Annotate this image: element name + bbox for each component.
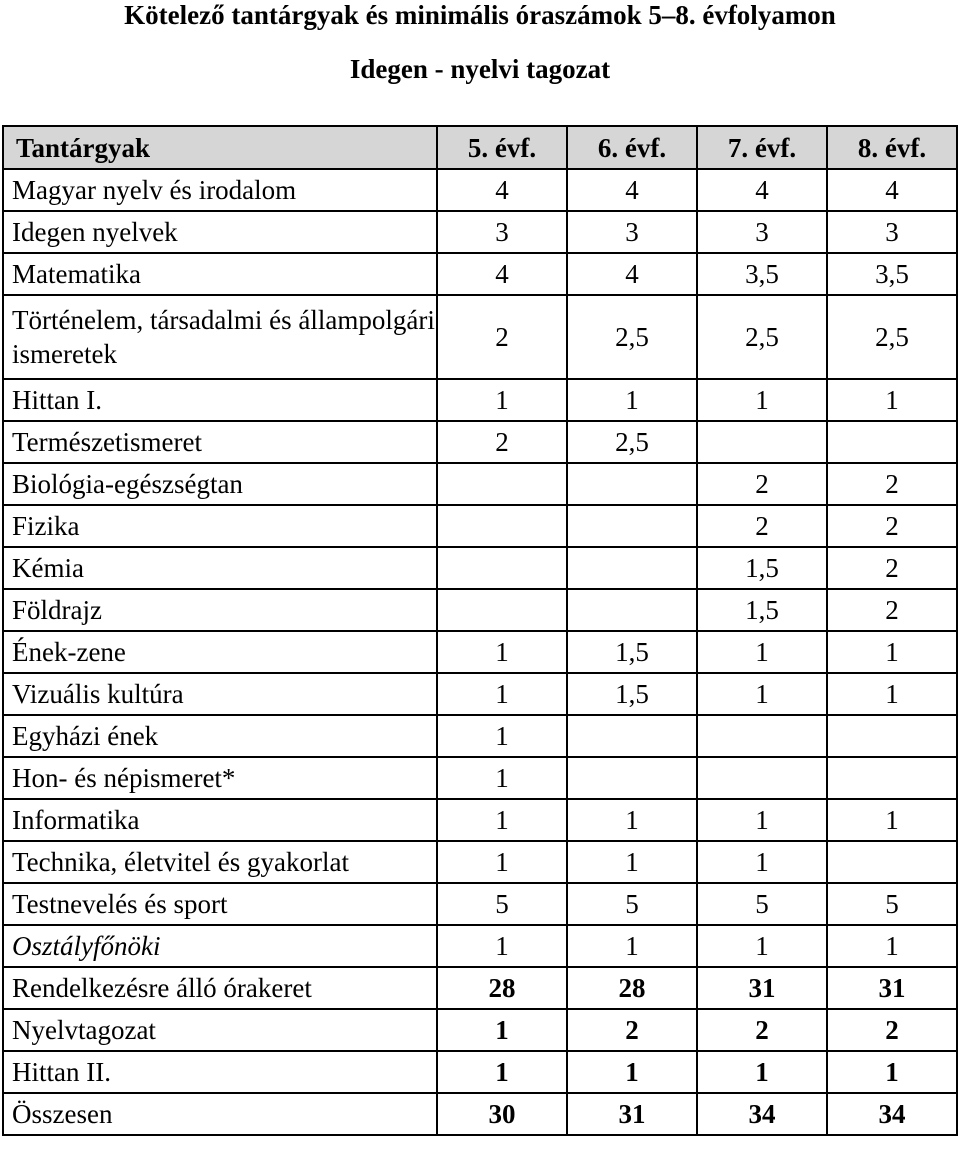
hours-cell <box>437 505 567 547</box>
column-header-subjects: Tantárgyak <box>3 126 437 169</box>
hours-cell: 1 <box>697 841 827 883</box>
hours-cell: 5 <box>827 883 957 925</box>
hours-cell: 34 <box>827 1093 957 1135</box>
hours-cell <box>827 715 957 757</box>
hours-cell <box>437 589 567 631</box>
hours-cell: 2 <box>697 1009 827 1051</box>
hours-cell <box>567 589 697 631</box>
hours-cell: 3,5 <box>827 253 957 295</box>
hours-cell <box>697 421 827 463</box>
subject-cell: Hittan II. <box>3 1051 437 1093</box>
table-row <box>3 463 957 505</box>
hours-cell: 5 <box>567 883 697 925</box>
hours-cell: 1 <box>827 631 957 673</box>
subject-hours-table <box>2 125 958 1136</box>
hours-cell: 2 <box>827 1009 957 1051</box>
hours-cell <box>567 715 697 757</box>
hours-cell: 2,5 <box>697 295 827 379</box>
column-header-grade-5: 5. évf. <box>437 126 567 169</box>
hours-cell: 1 <box>437 925 567 967</box>
column-header-grade-7: 7. évf. <box>697 126 827 169</box>
hours-cell: 4 <box>437 169 567 211</box>
hours-cell: 4 <box>567 253 697 295</box>
hours-cell: 2 <box>437 295 567 379</box>
hours-cell <box>827 757 957 799</box>
subject-cell: Technika, életvitel és gyakorlat <box>3 841 437 883</box>
hours-cell: 2,5 <box>827 295 957 379</box>
hours-cell: 1 <box>567 379 697 421</box>
hours-cell: 1 <box>437 757 567 799</box>
hours-cell: 1 <box>437 673 567 715</box>
hours-cell <box>437 463 567 505</box>
hours-cell <box>567 757 697 799</box>
hours-cell: 3 <box>567 211 697 253</box>
hours-cell <box>697 757 827 799</box>
hours-cell: 28 <box>567 967 697 1009</box>
hours-cell: 1 <box>567 841 697 883</box>
table-row <box>3 547 957 589</box>
hours-cell: 1 <box>827 673 957 715</box>
hours-cell: 4 <box>437 253 567 295</box>
hours-cell: 1,5 <box>567 631 697 673</box>
hours-cell: 1 <box>697 1051 827 1093</box>
hours-cell: 1 <box>697 379 827 421</box>
hours-cell: 1 <box>437 1051 567 1093</box>
table-row <box>3 673 957 715</box>
table-row <box>3 1009 957 1051</box>
hours-cell: 4 <box>697 169 827 211</box>
subject-cell: Történelem, társadalmi és állampolgári ismeretek <box>3 295 437 379</box>
hours-cell <box>827 841 957 883</box>
table-row <box>3 925 957 967</box>
subject-cell: Egyházi ének <box>3 715 437 757</box>
subject-cell: Természetismeret <box>3 421 437 463</box>
hours-cell: 2 <box>437 421 567 463</box>
hours-cell <box>827 421 957 463</box>
hours-cell: 5 <box>437 883 567 925</box>
hours-cell: 1 <box>437 1009 567 1051</box>
hours-cell: 31 <box>567 1093 697 1135</box>
hours-cell: 1,5 <box>697 589 827 631</box>
hours-cell: 2 <box>827 589 957 631</box>
hours-cell: 1 <box>567 799 697 841</box>
subject-cell: Rendelkezésre álló órakeret <box>3 967 437 1009</box>
subject-cell: Informatika <box>3 799 437 841</box>
subject-cell: Idegen nyelvek <box>3 211 437 253</box>
hours-cell: 1 <box>827 925 957 967</box>
table-row <box>3 967 957 1009</box>
table-row <box>3 799 957 841</box>
column-header-grade-6: 6. évf. <box>567 126 697 169</box>
table-row <box>3 757 957 799</box>
subject-cell: Matematika <box>3 253 437 295</box>
hours-cell: 1 <box>827 799 957 841</box>
table-header-row <box>3 126 957 169</box>
table-row <box>3 421 957 463</box>
hours-cell: 1 <box>697 799 827 841</box>
hours-cell: 34 <box>697 1093 827 1135</box>
table-row <box>3 379 957 421</box>
hours-cell: 2 <box>567 1009 697 1051</box>
hours-cell <box>567 463 697 505</box>
hours-cell: 31 <box>827 967 957 1009</box>
hours-cell: 3,5 <box>697 253 827 295</box>
subject-cell: Hon- és népismeret* <box>3 757 437 799</box>
table-row <box>3 1051 957 1093</box>
table-row <box>3 841 957 883</box>
table-row <box>3 169 957 211</box>
hours-cell: 1 <box>437 631 567 673</box>
subject-cell: Nyelvtagozat <box>3 1009 437 1051</box>
hours-cell: 3 <box>827 211 957 253</box>
hours-cell <box>437 547 567 589</box>
hours-cell: 2 <box>827 505 957 547</box>
subject-cell: Összesen <box>3 1093 437 1135</box>
hours-cell: 1 <box>827 379 957 421</box>
table-row <box>3 1093 957 1135</box>
subject-cell: Hittan I. <box>3 379 437 421</box>
table-row <box>3 589 957 631</box>
table-row <box>3 505 957 547</box>
subject-cell: Vizuális kultúra <box>3 673 437 715</box>
hours-cell: 2,5 <box>567 421 697 463</box>
hours-cell: 5 <box>697 883 827 925</box>
table-row <box>3 715 957 757</box>
hours-cell: 1 <box>437 715 567 757</box>
subject-cell: Magyar nyelv és irodalom <box>3 169 437 211</box>
hours-cell: 1 <box>697 925 827 967</box>
hours-cell: 3 <box>437 211 567 253</box>
hours-cell <box>697 715 827 757</box>
hours-cell: 1 <box>437 379 567 421</box>
table-row <box>3 253 957 295</box>
subject-cell: Fizika <box>3 505 437 547</box>
hours-cell: 1 <box>827 1051 957 1093</box>
table-row <box>3 631 957 673</box>
page-title: Kötelező tantárgyak és minimális óraszámok 5–8. évfolyamon <box>124 0 836 30</box>
hours-cell: 1 <box>697 631 827 673</box>
table-row <box>3 295 957 379</box>
hours-cell: 1,5 <box>567 673 697 715</box>
hours-cell: 4 <box>827 169 957 211</box>
subject-cell: Testnevelés és sport <box>3 883 437 925</box>
hours-cell: 28 <box>437 967 567 1009</box>
hours-cell: 1 <box>437 799 567 841</box>
hours-cell: 4 <box>567 169 697 211</box>
hours-cell: 2 <box>697 505 827 547</box>
subject-cell: Kémia <box>3 547 437 589</box>
hours-cell: 2 <box>827 463 957 505</box>
hours-cell: 30 <box>437 1093 567 1135</box>
hours-cell: 2,5 <box>567 295 697 379</box>
hours-cell: 2 <box>827 547 957 589</box>
table-row <box>3 883 957 925</box>
subject-cell: Biológia-egészségtan <box>3 463 437 505</box>
page-subtitle: Idegen - nyelvi tagozat <box>349 54 611 84</box>
hours-cell: 1 <box>567 1051 697 1093</box>
hours-cell: 1 <box>697 673 827 715</box>
hours-cell: 3 <box>697 211 827 253</box>
column-header-grade-8: 8. évf. <box>827 126 957 169</box>
subject-cell: Földrajz <box>3 589 437 631</box>
table-row <box>3 211 957 253</box>
hours-cell: 1 <box>567 925 697 967</box>
subject-cell: Osztályfőnöki <box>3 925 437 967</box>
hours-cell: 31 <box>697 967 827 1009</box>
hours-cell: 1,5 <box>697 547 827 589</box>
hours-cell <box>567 505 697 547</box>
hours-cell <box>567 547 697 589</box>
hours-cell: 2 <box>697 463 827 505</box>
subject-cell: Ének-zene <box>3 631 437 673</box>
hours-cell: 1 <box>437 841 567 883</box>
